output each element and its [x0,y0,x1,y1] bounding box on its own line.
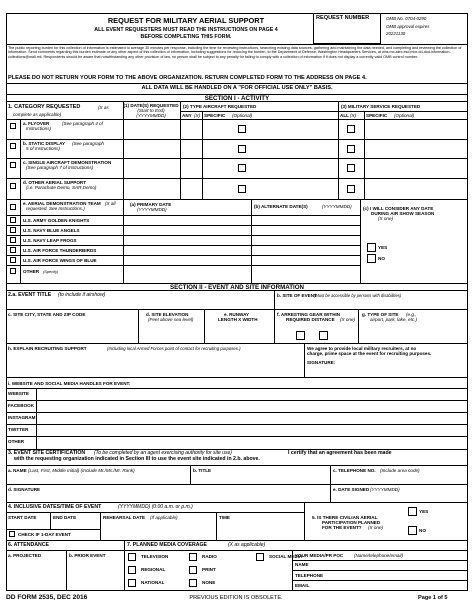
media-regional-checkbox[interactable] [128,566,136,574]
civilian-no-checkbox[interactable] [408,526,417,535]
civilian-yes-checkbox[interactable] [408,507,417,516]
demo-team-checkbox[interactable] [10,204,16,210]
team-other-checkbox[interactable] [10,268,16,274]
type-of-site-label: g. TYPE OF SITE [362,312,399,317]
flyover-any-aircraft-checkbox[interactable] [238,125,246,133]
start-date-label: START DATE [8,515,37,520]
arresting-gear-yes-checkbox[interactable] [296,331,305,340]
social-twitter: TWITTER [8,427,29,432]
civilian-participation-label: 5. IS THERE CIVILIAN AERIAL [312,515,378,520]
burden-statement: The public reporting burden for this collection of information is estimated to average 30 minutes per response, including the time for reviewing instructions, searching existing data sources, gathering and maintaining the data needed, and completing and reviewing the collection of information. Send comments regarding this burden estimate or any other aspect of this collection of information, including suggestions for reducing the burden, to the Department of Defense, Washington Headquarters Services, at whs.mc-alex.esd.mbx.dd-dod-information-collections@mail.mil. Respondents should be aware that notwithstanding any other provision of law, no person shall be subject to any penalty for failing to comply with a collection of information if it does not display a currently valid OMB control number. [8,46,462,59]
page-number: Page 1 of 5 [418,595,448,601]
team-golden-knights-checkbox[interactable] [10,217,16,223]
media-poc-email-label: EMAIL [295,583,310,588]
form-number: DD FORM 2535, DEC 2016 [6,594,88,601]
consider-yes-checkbox[interactable] [367,243,376,252]
time-label: TIME [219,515,230,520]
runway-label: e. RUNWAY [224,312,250,317]
form-title: REQUEST FOR MILITARY AERIAL SUPPORT [107,16,265,25]
inclusive-dates-label: 4. INCLUSIVE DATES/TIME OF EVENT [8,504,102,510]
one-day-event-label: CHECK IF 1-DAY EVENT [18,532,71,537]
single-demo-all-service-checkbox[interactable] [347,164,355,172]
omb-number: OMB No. 0704-0290 [386,16,427,21]
media-social-checkbox[interactable] [256,553,264,561]
omb-expires-date: 20221130 [386,31,406,36]
static-any-aircraft-checkbox[interactable] [238,145,246,153]
recruiting-support-label: h. EXPLAIN RECRUITING SUPPORT [8,346,87,351]
site-elevation-label: d. SITE ELEVATION [146,312,189,317]
section-2-title: SECTION II - EVENT AND SITE INFORMATION [6,283,468,291]
website-social-label: i. WEBSITE AND SOCIAL MEDIA HANDLES FOR EVENT: [8,381,131,386]
event-title-label: 2.a. EVENT TITLE [8,292,52,298]
media-poc-phone-label: TELEPHONE [295,573,324,578]
attendance-projected-label: a. PROJECTED [8,553,42,558]
cert-signature-label: d. SIGNATURE [8,487,41,492]
social-facebook: FACEBOOK [8,403,35,408]
team-golden-knights: U.S. ARMY GOLDEN KNIGHTS [23,218,90,223]
team-blue-angels: U.S. NAVY BLUE ANGELS [23,228,80,233]
category-single-demo-checkbox[interactable] [10,162,16,168]
section-1-title: SECTION I - ACTIVITY [6,94,468,102]
attendance-prior-label: b. PRIOR EVENT [69,553,106,558]
form-subtitle-2: BEFORE COMPLETING THIS FORM. [140,34,232,40]
media-none-checkbox[interactable] [189,579,197,587]
obsolete-notice: PREVIOUS EDITION IS OBSOLETE. [189,595,283,601]
recruiting-signature-label: SIGNATURE: [307,360,336,365]
cert-title-label: b. TITLE [193,468,212,473]
media-poc-name-label: NAME [295,562,309,567]
media-poc-label: YOUR MEDIA/PR POC [295,553,344,558]
site-city-label: c. SITE CITY, STATE AND ZIP CODE [8,312,86,317]
rehearsal-date-label: REHEARSAL DATE [103,515,145,520]
cert-phone-label: c. TELEPHONE NO. [333,468,376,473]
category-flyover-checkbox[interactable] [10,123,16,129]
one-day-event-checkbox[interactable] [9,531,15,537]
category-label: 1. CATEGORY REQUESTED [8,104,81,110]
team-wings-of-blue: U.S. AIR FORCE WINGS OF BLUE [23,258,97,263]
consider-no-checkbox[interactable] [367,254,376,263]
site-of-event-label: b. SITE OF EVENT [277,293,317,298]
media-print-checkbox[interactable] [189,566,197,574]
form-subtitle-1: ALL EVENT REQUESTERS MUST READ THE INSTRUCTIONS ON PAGE 4 [94,27,278,33]
flyover-all-service-checkbox[interactable] [347,125,355,133]
social-instagram: INSTAGRAM [8,415,36,420]
cert-date-signed-label: e. DATE SIGNED [333,487,370,492]
team-thunderbirds-checkbox[interactable] [10,247,16,253]
social-other: OTHER [8,439,25,444]
media-television-checkbox[interactable] [128,553,136,561]
other-any-aircraft-checkbox[interactable] [238,185,246,193]
arresting-gear-no-checkbox[interactable] [319,331,328,340]
single-demo-any-aircraft-checkbox[interactable] [238,164,246,172]
social-website: WEBSITE [8,391,29,396]
team-leap-frogs-checkbox[interactable] [10,237,16,243]
team-other: OTHER [23,269,40,274]
team-thunderbirds: U.S. AIR FORCE THUNDERBIRDS [23,248,97,253]
arresting-gear-label: f. ARRESTING GEAR WITHIN [277,312,341,317]
end-date-label: END DATE [53,515,77,520]
static-all-service-checkbox[interactable] [347,145,355,153]
return-warning: PLEASE DO NOT RETURN YOUR FORM TO THE ABOVE ORGANIZATION. RETURN COMPLETED FORM TO THE ADDRESS ON PAGE 4. [8,75,367,81]
omb-expires-label: OMB approval expires [386,24,430,29]
category-static-checkbox[interactable] [10,143,16,149]
other-all-service-checkbox[interactable] [347,185,355,193]
media-radio-checkbox[interactable] [189,553,197,561]
team-blue-angels-checkbox[interactable] [10,227,16,233]
media-national-checkbox[interactable] [128,579,136,587]
request-number-label: REQUEST NUMBER [316,15,370,21]
form-page: REQUEST FOR MILITARY AERIAL SUPPORT ALL EVENT REQUESTERS MUST READ THE INSTRUCTIONS ON PAGE 4 BEFORE COMPLETING THIS FORM. REQUEST NUMBER OMB No. 0704-0290 OMB approval expires 20221130 The public reporting burden for this collection of information is estimated to average 30 minutes per response, including the time for reviewing instructions, searching existing data sources, gathering and maintaining the data needed, and completing and reviewing the collection of information. Send comments regarding this burden estimate or any other aspect of this collection of information, including suggestions for reducing the burden, to the Department of Defense, Washington Headquarters Services, at whs.mc-alex.esd.mbx.dd-dod-information-collections@mail.mil. Respondents should be aware that notwithstanding any other provision of law, no person shall be subject to any penalty for failing to comply with a collection of information if it does not display a currently valid OMB control number. PLEASE DO NOT RETURN YOUR FORM TO THE ABOVE ORGANIZATION. RETURN COMPLETED FORM TO THE ADDRESS ON PAGE 4. ALL DATA WILL BE HANDLED ON A "FOR OFFICIAL USE ONLY" BASIS. SECTION I - ACTIVITY 1. CATEGORY REQUESTED (X as complete as applicable) (1) DATE(S) REQUESTED (Start to End) (YYYYMMDD) (2) TYPE AIRCRAFT REQUESTED ANY (X) SPECIFIC (Optional) (3) MILITARY SERVICE REQUESTED ALL (X) SPECIFIC (Optional) a. FLYOVER (See paragraph 4 of Instructions) b. STATIC DISPLAY (See paragraph 5 of Instructions) c. SINGLE AIRCRAFT DEMONSTRATION (See paragraph 7 of Instructions) d. OTHER AERIAL SUPPORT (i.e. Parachute Demo, SAR Demo) e. AERIAL DEMONSTRATION TEAM (X all requested. See Instructions.) (a) PRIMARY DATE (YYYYMMDD) (b) ALTERNATE DATE(S) (YYYYMMDD) (c) I WILL CONSIDER ANY DATE DURING AIR SHOW SEASON (X one) U.S. ARMY GOLDEN KNIGHTS U.S. NAVY BLUE ANGELS U.S. NAVY LEAP FROGS U.S. AIR FORCE THUNDERBIRDS U.S. AIR FORCE WINGS OF BLUE OTHER (Specify) YES NO SECTION II - EVENT AND SITE INFORMATION 2.a. EVENT TITLE (to include if airshow) b. SITE OF EVENT (Must be accessible by persons with disabilities) c. SITE CITY, STATE AND ZIP CODE d. SITE ELEVATION (Feet above sea level) e. RUNWAY LENGTH X WIDTH f. ARRESTING GEAR WITHIN REQUIRED DISTANCE (X one) g. TYPE OF SITE (e.g., airport, park, lake, etc.) h. EXPLAIN RECRUITING SUPPORT (Including local Armed Forces point of contact for recruiting purposes.) We agree to provide local military recruiters, at no charge, prime space at the event for recruiting purposes. SIGNATURE: i. WEBSITE AND SOCIAL MEDIA HANDLES FOR EVENT: WEBSITE FACEBOOK INSTAGRAM TWITTER OTHER 3. EVENT SITE CERTIFICATION (To be completed by an agent exercising authority for site use) I certify that an agreement has been made with the requesting organization indicated in Section III to use the event site indicated in 2.b. above. a. NAME (Last, First, Middle Initial) (Include Mr./Ms./Mr. Rank) b. TITLE c. TELEPHONE NO. (Include area code) d. SIGNATURE e. DATE SIGNED (YYYYMMDD) 4. INCLUSIVE DATES/TIME OF EVENT (YYYYMMDD) (0:00 a.m. or p.m.) START DATE END DATE REHEARSAL DATE (If applicable) TIME 5. IS THERE CIVILIAN AERIAL PARTICIPATION PLANNED FOR THE EVENT? (X one) YES NO CHECK IF 1-DAY EVENT 6. ATTENDANCE 7. PLANNED MEDIA COVERAGE (X as applicable) a. PROJECTED b. PRIOR EVENT TELEVISION RADIO SOCIAL MEDIA REGIONAL PRINT NATIONAL NONE YOUR MEDIA/PR POC (Name/telephone/email) NAME TELEPHONE EMAIL DD FORM 2535, DEC 2016 PREVIOUS EDITION IS OBSOLETE. Page 1 of 5 [6,13,468,607]
certification-label: 3. EVENT SITE CERTIFICATION [8,450,86,456]
team-wings-of-blue-checkbox[interactable] [10,257,16,263]
media-coverage-label: 7. PLANNED MEDIA COVERAGE [127,542,207,548]
attendance-label: 6. ATTENDANCE [8,542,49,548]
fouo-notice: ALL DATA WILL BE HANDLED ON A "FOR OFFICIAL USE ONLY" BASIS. [141,85,333,91]
team-leap-frogs: U.S. NAVY LEAP FROGS [23,238,77,243]
cert-name-label: a. NAME [8,468,27,473]
category-other-checkbox[interactable] [10,183,16,189]
